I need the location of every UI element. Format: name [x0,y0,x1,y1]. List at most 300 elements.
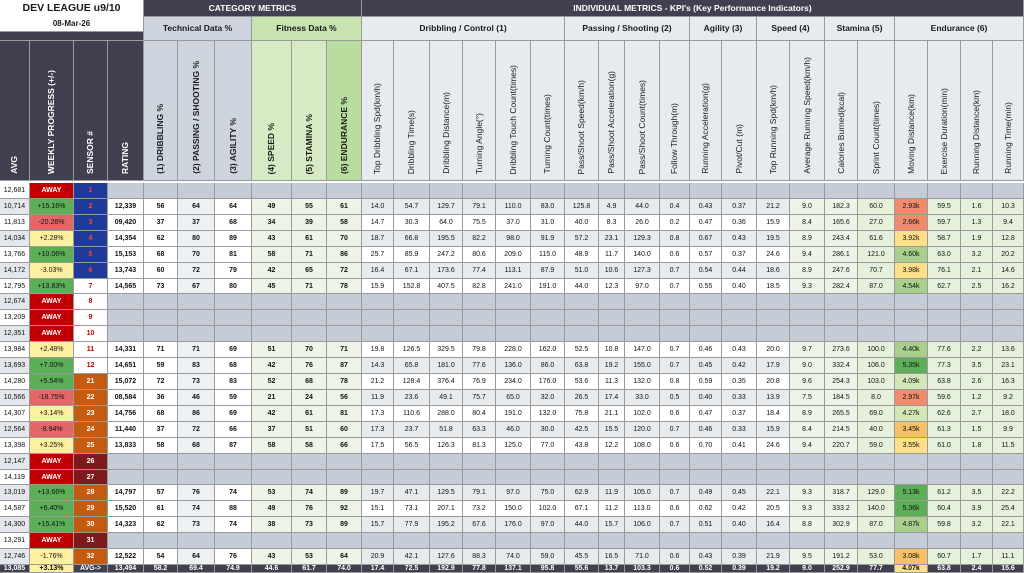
metric-value: 59.0 [858,438,895,454]
metric-value: 3.9 [961,501,993,517]
metric-value: 44.0 [625,199,660,215]
metric-value: 191.2 [825,549,858,565]
row-avg: 10,566 [0,390,30,406]
metric-value: 37 [144,215,178,231]
footer-average: 17.4 [362,565,394,573]
column-header-label: Turning Count(times) [542,94,553,174]
metric-value: 71 [144,342,178,358]
metric-value: 2.93k [895,199,928,215]
metric-value [625,470,660,485]
metric-value: 150.0 [496,501,531,517]
metric-value [496,454,531,470]
metric-value: 9.0 [790,199,825,215]
metric-value: 88.3 [463,549,496,565]
metric-value: 15.7 [599,517,625,533]
metric-value: 80.4 [463,406,496,422]
metric-value [993,470,1024,485]
metric-value: 181.0 [430,358,463,374]
metric-value: 82.8 [463,279,496,294]
metric-value: 11.2 [599,501,625,517]
metric-value: 105.0 [625,485,660,501]
sensor-number: 21 [74,374,108,390]
metric-value [531,294,565,310]
metric-value [178,294,215,310]
metric-value: 61.3 [928,422,961,438]
weekly-progress: +2.28% [30,231,74,247]
metric-value [252,294,292,310]
metric-value [660,533,690,549]
sensor-number: 3 [74,215,108,231]
metric-value: 0.6 [660,549,690,565]
metric-value: 1.6 [961,199,993,215]
metric-value [961,183,993,199]
metric-value [463,310,496,326]
metric-value [463,454,496,470]
metric-value: 59.7 [928,215,961,231]
weekly-progress: AWAY [30,533,74,549]
rating [108,294,144,310]
metric-value: 110.0 [496,199,531,215]
column-header-label: Exercise Duration(min) [938,87,949,174]
column-header-label: Running Distance(km) [971,89,982,174]
metric-value: 16.2 [993,279,1024,294]
metric-value: 42 [252,358,292,374]
metric-value: 17.9 [757,358,790,374]
metric-value: 129.5 [430,485,463,501]
row-avg: 11,813 [0,215,30,231]
metric-value: 14.7 [362,215,394,231]
metric-value: 77.3 [928,358,961,374]
sensor-number: 28 [74,485,108,501]
metric-value [252,326,292,342]
rating: 08,584 [108,390,144,406]
metric-value [790,310,825,326]
metric-value [625,294,660,310]
metric-value: 51 [292,422,327,438]
metric-value [394,326,430,342]
metric-value: 234.0 [496,374,531,390]
metric-value: 86 [178,406,215,422]
weekly-progress: -3.03% [30,263,74,279]
metric-value: 2.97k [895,390,928,406]
avg-header [0,41,30,181]
metric-value: 8.4 [790,422,825,438]
metric-value: 46 [178,390,215,406]
metric-value: 3.55k [895,438,928,454]
weekly-progress: -20.26% [30,215,74,231]
metric-value: 25.7 [362,247,394,263]
rating: 15,072 [108,374,144,390]
metric-value: 191.0 [531,279,565,294]
metric-value: 20.2 [993,247,1024,263]
metric-value: 121.0 [858,247,895,263]
metric-value: 3.2 [961,517,993,533]
metric-value: 3.5 [961,358,993,374]
metric-value: 209.0 [496,247,531,263]
metric-value: 15.7 [362,517,394,533]
metric-value: 11.3 [599,374,625,390]
rating: 14,565 [108,279,144,294]
metric-value: 207.1 [430,501,463,517]
metric-value: 3.5 [961,485,993,501]
metric-value: 74 [178,501,215,517]
metric-value: 44.0 [565,279,599,294]
metric-value [825,294,858,310]
metric-value: 0.33 [722,390,757,406]
metric-value [394,294,430,310]
metric-value: 61 [327,199,362,215]
column-header-26 [895,41,928,181]
metric-value: 0.35 [722,374,757,390]
metric-value: 5.36k [895,501,928,517]
metric-value: 58 [144,438,178,454]
metric-value: 106.0 [625,517,660,533]
metric-value: 43 [252,231,292,247]
metric-value: 61 [292,231,327,247]
metric-value: 61.0 [928,438,961,454]
metric-value [496,470,531,485]
metric-value: 71 [327,342,362,358]
column-header-label: Dribbling Distance(m) [440,92,451,174]
metric-value: 11.1 [993,549,1024,565]
metric-value: 38 [252,517,292,533]
metric-value: 1.7 [961,549,993,565]
metric-value: 8.9 [790,231,825,247]
column-header-3 [108,41,144,181]
column-header-label: Sprint Count(times) [870,100,881,174]
metric-value: 80 [215,279,252,294]
metric-value [625,454,660,470]
metric-value: 89 [215,231,252,247]
metric-value: 30.0 [531,422,565,438]
metric-value [144,533,178,549]
metric-value [531,183,565,199]
metric-value: 14.0 [362,199,394,215]
metric-value: 72 [144,374,178,390]
metric-value: 53.6 [565,374,599,390]
technical-data-header: Technical Data % [144,17,252,41]
metric-value: 0.7 [660,422,690,438]
metric-value: 0.43 [690,199,722,215]
metric-value: 15.5 [599,422,625,438]
metric-value [531,326,565,342]
metric-value: 60 [327,422,362,438]
metric-value: 125.0 [496,438,531,454]
metric-value [895,470,928,485]
metric-value: 68 [144,406,178,422]
metric-value: 60 [144,263,178,279]
metric-value: 0.7 [660,279,690,294]
metric-value: 87 [327,358,362,374]
footer-average: 0.39 [722,565,757,573]
metric-value: 0.7 [660,263,690,279]
metric-value [757,326,790,342]
rating: 11,440 [108,422,144,438]
metric-value: 26.5 [565,390,599,406]
metric-value [430,533,463,549]
sensor-number: 2 [74,199,108,215]
metric-value [496,533,531,549]
metric-value: 54.7 [394,199,430,215]
metric-value: 76.9 [463,374,496,390]
metric-value: 66 [215,422,252,438]
metric-value: 68 [215,215,252,231]
metric-value: 20.9 [362,549,394,565]
metric-value: 77.9 [394,517,430,533]
metric-value [757,183,790,199]
metric-value: 61.6 [858,231,895,247]
metric-value: 132.0 [625,374,660,390]
metric-value: 4.09k [895,374,928,390]
metric-value [292,454,327,470]
metric-value: 0.2 [660,215,690,231]
metric-value [430,310,463,326]
metric-value: 0.62 [690,501,722,517]
rating: 13,833 [108,438,144,454]
metric-value: 8.8 [790,517,825,533]
metric-value: 1.8 [961,438,993,454]
fitness-data-header: Fitness Data % [252,17,362,41]
metric-value: 72 [327,263,362,279]
column-header-label: Turning Angle(°) [473,112,484,174]
metric-value: 182.3 [825,199,858,215]
metric-value: 87.0 [858,279,895,294]
rating: 14,756 [108,406,144,422]
metric-value: 69 [215,342,252,358]
metric-value: 39 [292,215,327,231]
metric-value: 18.5 [757,279,790,294]
metric-value: 9.5 [790,549,825,565]
metric-value: 37.0 [496,215,531,231]
sensor-number: 9 [74,310,108,326]
weekly-progress: +3.14% [30,406,74,422]
metric-value: 21.2 [757,199,790,215]
metric-value: 0.43 [690,549,722,565]
metric-value [215,294,252,310]
metric-value: 8.9 [790,406,825,422]
metric-value: 57.2 [565,231,599,247]
metric-value: 2.1 [961,263,993,279]
footer-average: 72.5 [394,565,430,573]
row-avg: 14,119 [0,470,30,485]
row-avg: 12,564 [0,422,30,438]
metric-value: 64.0 [430,215,463,231]
metric-value [928,294,961,310]
metric-value [178,310,215,326]
row-avg: 13,766 [0,247,30,263]
metric-value: 40.0 [565,215,599,231]
metric-value: 106.0 [858,358,895,374]
metric-value: 0.36 [722,215,757,231]
metric-value: 76.1 [928,263,961,279]
metric-value [757,310,790,326]
metric-value [961,294,993,310]
metric-value [215,470,252,485]
metric-value: 46.0 [496,422,531,438]
column-header-label: Pass/Shoot Speed(km/h) [576,79,587,174]
column-header-4 [144,41,178,181]
metric-value: 78 [327,279,362,294]
metric-value [928,183,961,199]
metric-value: 58 [327,215,362,231]
metric-value: 71 [292,247,327,263]
metric-value: 51 [252,342,292,358]
sensor-number: 12 [74,358,108,374]
metric-value: 10.8 [599,342,625,358]
metric-value: 76 [292,358,327,374]
metric-value [430,470,463,485]
metric-value [790,470,825,485]
metric-value: 17.4 [599,390,625,406]
column-header-12 [430,41,463,181]
metric-value [215,454,252,470]
weekly-progress: -18.75% [30,390,74,406]
column-header-20 [690,41,722,181]
footer-average: 44.6 [252,565,292,573]
metric-value: 98.0 [496,231,531,247]
metric-value: 52.5 [565,342,599,358]
metric-value: 81 [215,247,252,263]
metric-value: 0.8 [660,374,690,390]
column-header-label: Average Running Speed(km/h) [801,57,812,174]
metric-value [292,533,327,549]
column-header-label: WEEKLY PROGRESS (+/-) [46,69,57,174]
metric-value: 0.6 [660,438,690,454]
metric-value: 53.0 [858,549,895,565]
column-header-label: Pivot/Cut (m) [733,124,744,174]
footer-average: 4.07k [895,565,928,573]
metric-value: 1.2 [961,390,993,406]
column-header-23 [790,41,825,181]
metric-value: 4.54k [895,279,928,294]
metric-value: 155.0 [625,358,660,374]
column-header-7 [252,41,292,181]
metric-value: 2.2 [961,342,993,358]
metric-value: 12.8 [993,231,1024,247]
sensor-number: 8 [74,294,108,310]
sensor-number: 29 [74,501,108,517]
metric-value: 9.3 [790,279,825,294]
metric-value [825,310,858,326]
weekly-progress: +6.40% [30,501,74,517]
metric-value: 79.8 [463,342,496,358]
metric-value: 63.3 [463,422,496,438]
row-avg: 12,351 [0,326,30,342]
metric-value: 45 [252,279,292,294]
footer-avg: 13,085 [0,565,30,573]
metric-value: 0.8 [660,231,690,247]
weekly-progress: AWAY [30,183,74,199]
metric-value: 214.5 [825,422,858,438]
metric-value [722,454,757,470]
metric-value: 71 [292,279,327,294]
metric-value: 115.0 [531,247,565,263]
sensor-number: 1 [74,183,108,199]
metric-value [565,310,599,326]
column-header-label: Pass/Shoot Count(times) [636,79,647,174]
metric-value: 97.0 [531,517,565,533]
metric-value: 65.0 [496,390,531,406]
metric-value: 8.4 [790,215,825,231]
column-header-16 [565,41,599,181]
metric-value: 19.7 [362,485,394,501]
title-spacer [0,32,144,41]
footer-average: 77.7 [858,565,895,573]
metric-value: 20.8 [757,374,790,390]
metric-value: 3.45k [895,422,928,438]
metric-value [690,294,722,310]
metric-value: 0.7 [660,358,690,374]
metric-value: 0.41 [722,438,757,454]
metric-value: 24.6 [757,438,790,454]
metric-value: 4.60k [895,247,928,263]
rating [108,470,144,485]
metric-value [565,533,599,549]
metric-value: 80.6 [463,247,496,263]
weekly-progress: AWAY [30,470,74,485]
metric-value [496,310,531,326]
metric-value [463,326,496,342]
metric-value: 59.6 [928,390,961,406]
metric-value: 15.9 [362,279,394,294]
footer-average: 77.8 [463,565,496,573]
metric-value: 72 [178,263,215,279]
metric-value: 81 [327,406,362,422]
rating: 15,520 [108,501,144,517]
metric-value [565,326,599,342]
footer-average: 13.7 [599,565,625,573]
metric-value: 19.2 [599,358,625,374]
column-header-label: Dribbling Time(s) [406,109,417,174]
metric-value: 67.1 [565,501,599,517]
metric-value: 13.9 [757,390,790,406]
metric-value: 97.0 [496,485,531,501]
metric-value [895,294,928,310]
metric-value: 55 [292,199,327,215]
metric-value [362,310,394,326]
metric-value [215,326,252,342]
metric-value [144,294,178,310]
metric-value: 26.0 [625,215,660,231]
metric-value [362,294,394,310]
metric-value [599,533,625,549]
sensor-number: 11 [74,342,108,358]
column-header-label: Moving Distance(km) [905,94,916,174]
weekly-progress: +15.41% [30,517,74,533]
metric-value: 21.1 [599,406,625,422]
row-avg: 12,674 [0,294,30,310]
column-header-21 [722,41,757,181]
metric-value: 13.6 [993,342,1024,358]
dribbling-group-header: Dribbling / Control (1) [362,17,565,41]
metric-value: 75.8 [565,406,599,422]
metric-value: 16.4 [362,263,394,279]
metric-value: 0.51 [690,517,722,533]
metric-value: 0.40 [722,517,757,533]
metric-value: 87 [215,438,252,454]
metric-value [599,470,625,485]
metric-value: 75.5 [463,215,496,231]
sensor-number: 4 [74,231,108,247]
metric-value: 0.47 [690,406,722,422]
rating: 12,522 [108,549,144,565]
metric-value: 37 [144,422,178,438]
metric-value [660,470,690,485]
metric-value: 76 [215,549,252,565]
metric-value: 66 [327,438,362,454]
individual-metrics-title: INDIVIDUAL METRICS - KPI's (Key Performance Indicators) [362,0,1024,17]
metric-value: 126.5 [394,342,430,358]
